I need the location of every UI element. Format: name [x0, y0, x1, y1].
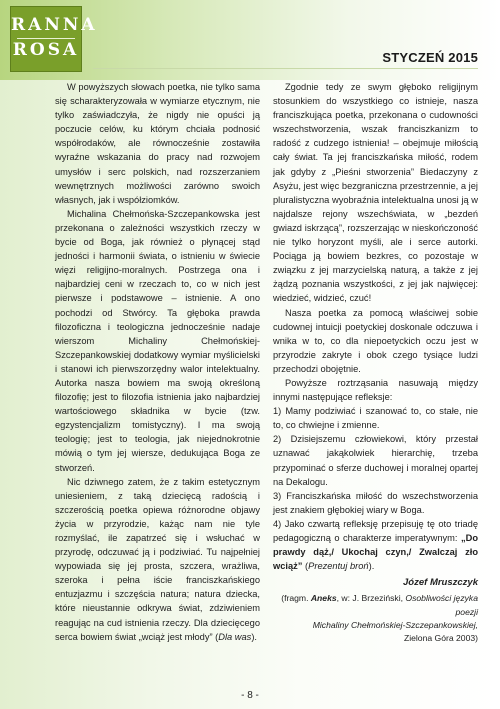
- right-column: [273, 80, 478, 645]
- source-citation: [273, 592, 478, 645]
- logo-text-top: RANNA: [11, 15, 98, 35]
- issue-date: STYCZEŃ 2015: [382, 50, 478, 65]
- source-author: , w: J. Brzeziński,: [336, 593, 406, 604]
- left-column: [55, 80, 260, 644]
- reflection-item-4-end: ).: [368, 561, 375, 572]
- reflection-item-4-quote: „Do prawdy dąż,/ Ukochaj czyn,/ Zwalczaj zło wciąż”: [273, 533, 478, 572]
- header-divider: [93, 68, 478, 69]
- magazine-logo: [10, 6, 98, 72]
- source-title: Osobliwości języka poezji: [405, 593, 478, 617]
- reflection-item-4-title: Prezentuj broń: [308, 561, 369, 572]
- reflection-item-3: 3) Franciszkańska miłość do wszechstworzenia jest znakiem głębokiej wiary w Boga.: [273, 490, 478, 515]
- source-aneks: Aneks: [310, 593, 337, 604]
- left-paragraph-3: [55, 475, 260, 644]
- source-prefix: (fragm.: [281, 593, 311, 604]
- reflection-item-2: 2) Dzisiejszemu człowiekowi, który przestał uznawać jakąkolwiek hierarchię, trzeba przypominać o sferze duchowej i moralnej opartej na Dekalogu.: [273, 434, 478, 487]
- left-paragraph-1: W powyższych słowach poetka, nie tylko sama się scharakteryzowała w wymiarze etycznym, nie tylko zaświadczyła, że nigdy nie opuści ją poczucie celów, ku którym chciała podnosić współrodaków, ale równocześnie zostawiła wyraźne wskazania do pracy nad rozwojem umysłów i serc polskich, nad rozszerzaniem wewnętrznych możliwości zarówno swoich własnych, jak i współziomków.: [55, 82, 260, 205]
- reflection-item-4-open: (: [302, 561, 309, 572]
- logo-divider: [17, 38, 75, 39]
- page-number: - 8 -: [241, 690, 259, 701]
- reflection-item-4-text: 4) Jako czwartą refleksję przepisuję tę oto triadę pedagogiczną o charakterze imperatywnym:: [273, 518, 478, 543]
- author-name: Józef Mruszczyk: [403, 577, 478, 589]
- left-paragraph-2: Michalina Chełmońska-Szczepankowska jest przekonana o zależności wszystkich rzeczy w bycie od Boga, jak również o płynącej stąd jedności i harmonii świata, o istnieniu w świecie więzi religijno-moralnych. Postrzega ona i najbardziej ceni w rzeczach to, co w nich jest pierwsze i podstawowe – istnienie. A ono pochodzi od Stwórcy. Ta głęboka prawda filozoficzna i teologiczna jednocześnie nadaje wierszom Michaliny Chełmońskiej-Szczepankowskiej dodatkowy wymiar myślicielski i stanowi ich pierwszorzędny walor intelektualny. Autorka nasza bowiem ma swoją określoną filozofię; jest to filozofia istnienia jako najbardziej wartościowego składnika w bycie (tzw. egzystencjalizm tomistyczny). I ma swoją teologię; jest to teologia, jak niejednokrotnie mówią o tym jej wiersze, dedukująca Boga ze stworzeń.: [55, 208, 260, 473]
- right-paragraph-2: Nasza poetka za pomocą właściwej sobie cudownej intuicji poetyckiej doskonale odczuwa i wnika w to, co dla niepoetyckich oczu jest w przyrodzie zakryte i obok czego tysiące ludzi przechodzi obojętnie.: [273, 307, 478, 374]
- right-paragraph-1: Zgodnie tedy ze swym głęboko religijnym stosunkiem do wszystkiego co istnieje, nasza franciszkująca poetka, przekonana o cudowności wszechstworzenia, wszak franciszkanizm to radość z cudzego istnienia! – obejmuje miłością cały świat. Ta jej franciszkańska miłość, rodem jak gdyby z „Pieśni stworzenia” Biedaczyny z Asyżu, jest więc bezgraniczna przestrzennie, a jej pluralistyczna wyobraźnia intelektualna unosi ją w najdalsze rejony wszechświata, w „bezdeń gwiazd iskrzącą”, rozszerzając w nieskończoność nie tylko horyzont myśli, ale i serce autorki. Pociąga ją bowiem bezkres, co pozostaje w związku z jej marzycielską naturą, a także z jej żądzą poznania wszystkości, z jej jak najwięcej: wiedzieć, widzieć, czuć!: [273, 82, 478, 304]
- reflection-item-4: [273, 517, 478, 573]
- source-line-1: [273, 592, 478, 618]
- left-paragraph-3-title: Dla was: [218, 631, 252, 642]
- reflection-item-1: 1) Mamy podziwiać i szanować to, co stałe, nie to, co chwiejne i zmienne.: [273, 406, 478, 431]
- left-paragraph-3-text: Nic dziwnego zatem, że z takim estetycznym uniesieniem, z taką dziecięcą radością i szczerością poetka opiewa różnorodne objawy życia w przyrodzie, każąc nam nie tyle rozmyślać, ile zapatrzeć się i wsłuchać w przyrodę, odczuwać ją i podziwiać. Tu najpełniej wypowiada się jej prosta, szczera, wrażliwa, szeroka i pełna iście franciszkańskiego entuzjazmu i szczęścia natura; natura dziecka, które nieustannie odkrywa świat, zdziwieniem reagując na cud istnienia rzeczy. Dla dziecięcego serca bowiem świat „wciąż jest młody” (: [55, 476, 260, 642]
- right-paragraph-3: Powyższe roztrząsania nasuwają między innymi następujące refleksje:: [273, 377, 478, 403]
- source-line-3: Zielona Góra 2003): [403, 632, 478, 643]
- left-paragraph-3-end: ).: [251, 631, 258, 642]
- logo-text-bottom: ROSA: [12, 40, 80, 60]
- source-line-2: Michaliny Chełmońskiej-Szczepankowskiej,: [312, 619, 478, 630]
